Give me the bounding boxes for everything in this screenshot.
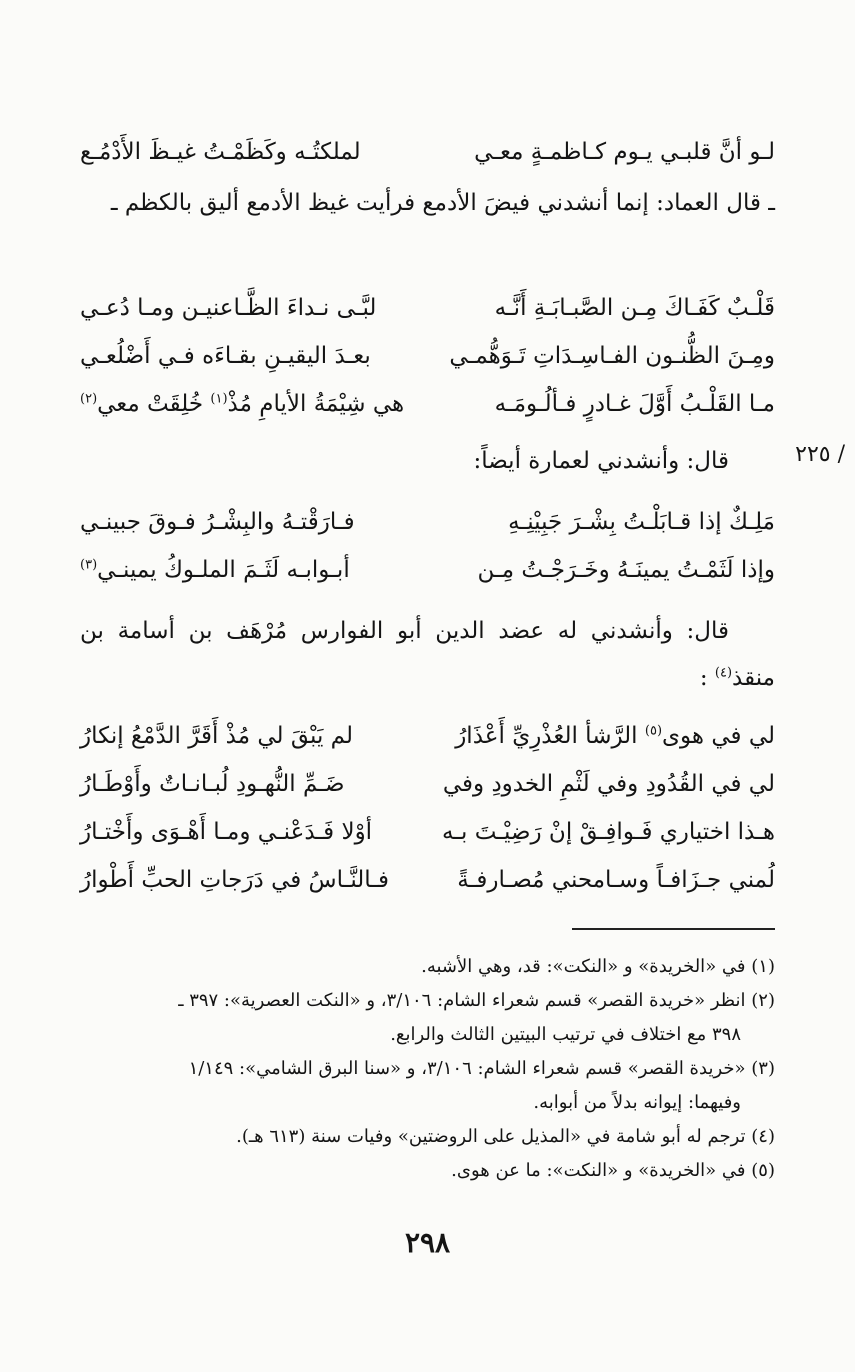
verse-second-hemistich: لبَّـى نـداءَ الظَّـاعنيـن ومـا دُعـي bbox=[80, 295, 377, 321]
verse-first-hemistich: لُمني جـزَافـاً وسـامحني مُصـارفـةً bbox=[457, 867, 775, 893]
verse-line bbox=[80, 332, 775, 380]
footnote-ref: (٢) bbox=[80, 391, 98, 407]
prose-paragraph-3: قال: وأنشدني له عضد الدين أبو الفوارس مُرْهَف بن أسامة بن منقذ$^{(٤)}$ : bbox=[80, 618, 775, 691]
verse-block-3 bbox=[80, 498, 775, 594]
verse-second-hemistich: ضَـمِّ النُّهـودِ لُبـانـاتٌ وأَوْطَـارُ bbox=[80, 771, 345, 797]
verse-line bbox=[80, 808, 775, 856]
verse-second-hemistich: فـالنَّـاسُ في دَرَجاتِ الحبِّ أَطْوارُ bbox=[80, 867, 390, 893]
footnote-ref: (٤) bbox=[714, 665, 733, 681]
verse-first-hemistich: وإذا لَثَمْـتُ يمينَـهُ وخَـرَجْـتُ مِـن bbox=[477, 557, 775, 583]
footnotes bbox=[80, 950, 775, 1188]
verse-first-hemistich: مَلِـكٌ إذا قـابَلْـتُ بِشْـرَ جَبِيْنِـهِ bbox=[508, 509, 775, 535]
verse-line bbox=[80, 380, 775, 428]
verse-first-hemistich: هـذا اختياري فَـوافِـقْ إنْ رَضِيْـتَ بـه bbox=[441, 819, 775, 845]
verse-second-hemistich: أوْلا فَـدَعْنـي ومـا أَهْـوَى وأَخْتـارُ bbox=[80, 819, 373, 845]
verse-first-hemistich: لـو أنَّ قلبـي يـوم كـاظمـةٍ معـي bbox=[474, 139, 775, 165]
verse-line bbox=[80, 856, 775, 904]
verse-second-hemistich: فـارَقْتـهُ والبِشْـرُ فـوقَ جبينـي bbox=[80, 509, 355, 535]
page-number: ٢٩٨ bbox=[404, 1226, 451, 1259]
footnote: (١) في «الخريدة» و «النكت»: قد، وهي الأشبه. bbox=[421, 956, 775, 977]
footnote: (٥) في «الخريدة» و «النكت»: ما عن هوى. bbox=[451, 1160, 775, 1181]
footnote-ref: (٥) bbox=[644, 723, 663, 739]
footnote-ref: (٣) bbox=[80, 557, 98, 573]
verse-line bbox=[80, 546, 775, 594]
verse-first-hemistich: لي في القُدُودِ وفي لَثْمِ الخدودِ وفي bbox=[442, 771, 775, 797]
verse-line bbox=[80, 498, 775, 546]
footnote: (٤) ترجم له أبو شامة في «المذيل على الروضتين» وفيات سنة (٦١٣ هـ). bbox=[236, 1126, 775, 1147]
footnote: (٢) انظر «خريدة القصر» قسم شعراء الشام: ٣/١٠٦، و «النكت العصرية»: ٣٩٧ ـ ٣٩٨ مع اختلاف في ترتيب البيتين الثالث والرابع. bbox=[178, 990, 775, 1045]
footnote-ref: (١) bbox=[210, 391, 228, 407]
verse-line bbox=[80, 760, 775, 808]
verse-first-hemistich: قَلْـبٌ كَفَـاكَ مِـن الصَّبـابَـةِ أَنَّـه bbox=[494, 295, 775, 321]
prose-paragraph-1: ـ قال العماد: إنما أنشدني فيضَ الأدمع فرأيت غيظ الأدمع أليق بالكظم ـ bbox=[110, 190, 775, 216]
verse-line bbox=[80, 712, 775, 760]
footnote: (٣) «خريدة القصر» قسم شعراء الشام: ٣/١٠٦، و «سنا البرق الشامي»: ١/١٤٩ وفيهما: إيوانه بدلاً من أبوابه. bbox=[188, 1058, 775, 1113]
verse-second-hemistich: هي شِيْمَةُ الأيامِ مُذْ$^{(١)}$ خُلِقَتْ معي$^{(٢)}$ bbox=[80, 391, 405, 417]
verse-first-hemistich: مـا القَلْـبُ أَوَّلَ غـادرٍ فـألُـومَـه bbox=[494, 391, 775, 417]
verse-first-hemistich: لي في هوى$^{(٥)}$ الرَّشأ العُذْرِيِّ أَعْذَارُ bbox=[455, 723, 775, 749]
verse-line bbox=[80, 128, 775, 176]
prose-paragraph-2: قال: وأنشدني لعمارة أيضاً: bbox=[473, 448, 729, 474]
verse-block-4 bbox=[80, 712, 775, 904]
verse-second-hemistich: أبـوابـه لَثَـمَ الملـوكُ يمينـي$^{(٣)}$ bbox=[80, 557, 350, 583]
verse-second-hemistich: لم يَبْقَ لي مُذْ أَقَرَّ الدَّمْعُ إنكارُ bbox=[80, 723, 353, 749]
verse-block-2 bbox=[80, 284, 775, 428]
verse-second-hemistich: بعـدَ اليقيـنِ بقـاءَه فـي أَضْلُعـي bbox=[80, 343, 371, 369]
verse-second-hemistich: لملكتُـه وكَظَمْـتُ غيـظَ الأَدْمُـع bbox=[80, 139, 361, 165]
verse-line bbox=[80, 284, 775, 332]
verse-block-1 bbox=[80, 128, 775, 176]
footnote-separator bbox=[572, 928, 775, 930]
verse-first-hemistich: ومِـنَ الظُّنـون الفـاسِـدَاتِ تَـوَهُّمـي bbox=[449, 343, 775, 369]
margin-page-reference: / ٢٢٥ bbox=[795, 442, 845, 467]
